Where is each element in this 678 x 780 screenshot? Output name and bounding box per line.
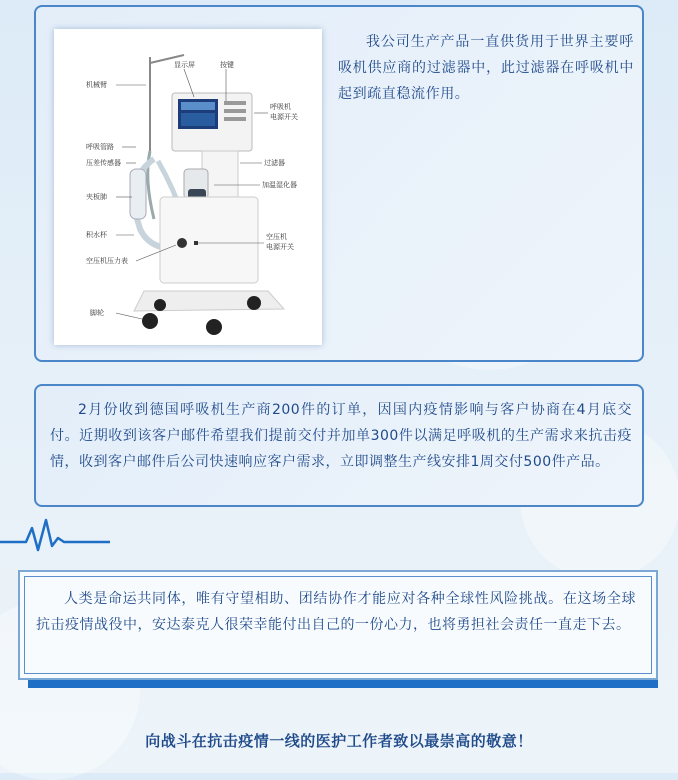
label-sensor: 压差传感器 — [86, 159, 121, 167]
label-vent-power: 呼吸机 — [270, 103, 291, 111]
label-humidifier: 加温湿化器 — [262, 181, 297, 189]
quote-box — [18, 570, 658, 680]
order-paragraph: 2月份收到德国呼吸机生产商200件的订单，因国内疫情影响与客户协商在4月底交付。近期收到该客户邮件希望我们提前交付并加单300件以满足呼吸机的生产需求来抗击疫情，收到客户邮件后公司快速响应客户需求，立即调整生产线安排1周交付500件产品。 — [50, 402, 632, 470]
label-vent-power-switch: 电源开关 — [270, 113, 298, 121]
label-filter: 过滤器 — [264, 159, 285, 167]
intro-card — [34, 5, 644, 362]
label-clamp: 夹板肺 — [86, 193, 107, 201]
ventilator-diagram-image — [54, 29, 322, 345]
quote-paragraph: 人类是命运共同体，唯有守望相助、团结协作才能应对各种全球性风险挑战。在这场全球抗击疫情战役中，安达泰克人很荣幸能付出自己的一份心力，也将勇担社会责任一直走下去。 — [36, 591, 636, 633]
label-arm: 机械臂 — [86, 81, 107, 89]
label-keys: 按键 — [220, 61, 234, 69]
label-display: 显示屏 — [174, 61, 195, 69]
label-compressor-power-switch: 电源开关 — [266, 243, 294, 251]
closing-tribute: 向战斗在抗击疫情一线的医护工作者致以最崇高的敬意！ — [145, 732, 533, 750]
label-water-cup: 积水杯 — [86, 231, 107, 239]
label-gauge: 空压机压力表 — [86, 257, 128, 265]
heartbeat-line-icon — [0, 516, 120, 556]
label-tube: 呼吸管路 — [86, 143, 114, 151]
intro-paragraph: 我公司生产产品一直供货用于世界主要呼吸机供应商的过滤器中，此过滤器在呼吸机中起到疏直稳流作用。 — [338, 34, 634, 102]
order-card — [34, 384, 644, 507]
label-caster: 脚轮 — [90, 309, 104, 317]
label-compressor-power: 空压机 — [266, 233, 287, 241]
